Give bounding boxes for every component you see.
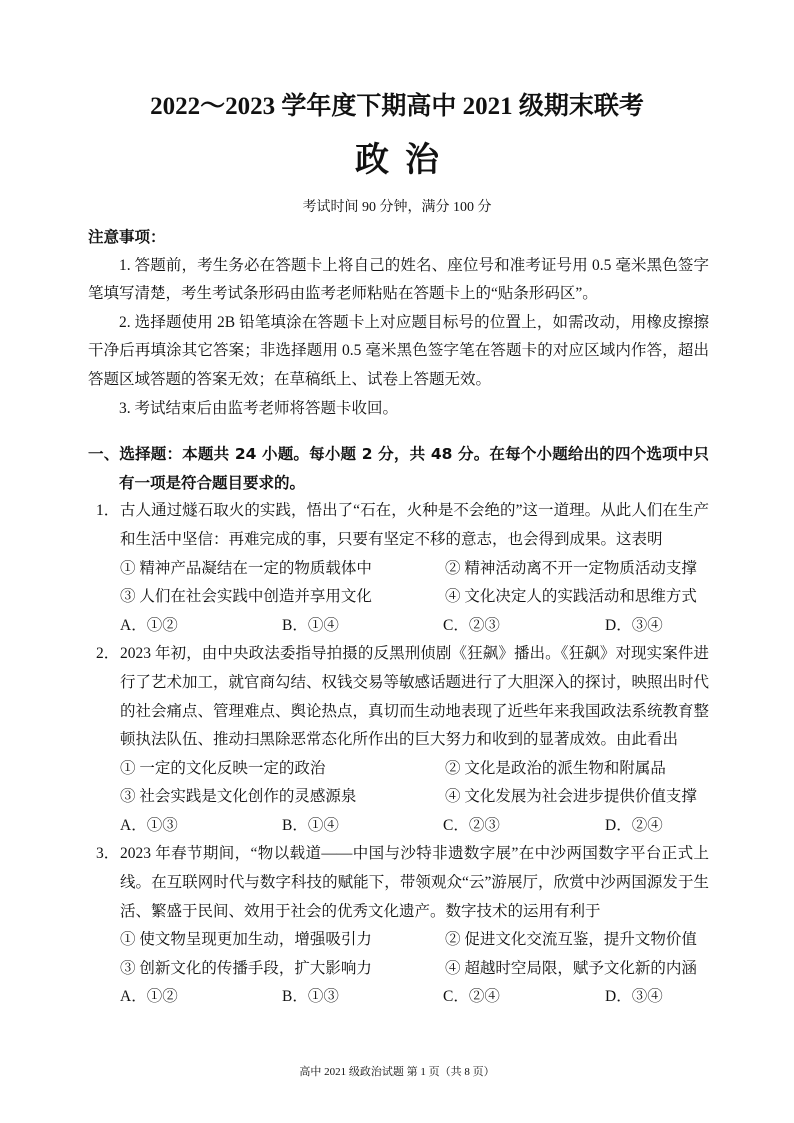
exam-meta: 考试时间 90 分钟，满分 100 分 (302, 200, 492, 215)
option: ① 精神产品凝结在一定的物质载体中 (120, 559, 372, 577)
answer-choice: A．①② (120, 616, 178, 634)
question-number: 2． (96, 645, 120, 663)
notice (88, 223, 709, 423)
option: ① 一定的文化反映一定的政治 (120, 759, 326, 777)
answer-choice: C．②③ (443, 616, 500, 634)
question-2 (88, 640, 709, 840)
page-footer: 高中 2021 级政治试题 第 1 页（共 8 页） (299, 1066, 495, 1078)
answer-choices (120, 812, 709, 841)
option: ③ 社会实践是文化创作的灵感源泉 (120, 788, 357, 806)
question-3 (88, 840, 709, 1012)
answer-choice: C．②④ (443, 988, 500, 1006)
answer-choices (120, 612, 709, 641)
answer-choice: D．②④ (605, 816, 663, 834)
question-number: 3． (96, 845, 120, 863)
answer-choice: B．①④ (282, 816, 339, 834)
option: ② 文化是政治的派生物和附属品 (445, 759, 666, 777)
notice-item: 1. 答题前，考生务必在答题卡上将自己的姓名、座位号和准考证号用 0.5 毫米黑色签字笔填写清楚，考生考试条形码由监考老师粘贴在答题卡上的“贴条形码区”。 (88, 256, 709, 303)
answer-choice: B．①④ (282, 616, 339, 634)
answer-choice: B．①③ (282, 988, 339, 1006)
section-heading: 一、选择题：本题共 24 小题。每小题 2 分，共 48 分。在每个小题给出的四个选项中只有一项是符合题目要求的。 (88, 445, 709, 492)
answer-choice: D．③④ (605, 616, 663, 634)
option: ② 促进文化交流互鉴，提升文物价值 (445, 931, 697, 949)
option: ③ 创新文化的传播手段，扩大影响力 (120, 959, 372, 977)
option: ④ 文化决定人的实践活动和思维方式 (445, 588, 697, 606)
subject-title: 政治 (355, 142, 455, 179)
option: ④ 超越时空局限，赋予文化新的内涵 (445, 959, 697, 977)
question-stem: 2023 年春节期间，“物以载道——中国与沙特非遗数字展”在中沙两国数字平台正式上线。在互联网时代与数字科技的赋能下，带领观众“云”游展厅，欣赏中沙两国源发于生活、繁盛于民间、效用于社会的优秀文化遗产。数字技术的运用有利于 (120, 845, 709, 920)
answer-choices (120, 983, 709, 1012)
question-1 (88, 497, 709, 640)
option: ③ 人们在社会实践中创造并享用文化 (120, 588, 372, 606)
question-stem: 古人通过燧石取火的实践，悟出了“石在，火种是不会绝的”这一道理。从此人们在生产和生活中坚信：再难完成的事，只要有坚定不移的意志，也会得到成果。这表明 (120, 502, 709, 548)
notice-item: 2. 选择题使用 2B 铅笔填涂在答题卡上对应题目标号的位置上，如需改动，用橡皮擦擦干净后再填涂其它答案；非选择题用 0.5 毫米黑色签字笔在答题卡的对应区域内作答，超出答题区域答题的答案无效；在草稿纸上、试卷上答题无效。 (88, 313, 709, 388)
answer-choice: A．①③ (120, 816, 178, 834)
option: ④ 文化发展为社会进步提供价值支撑 (445, 788, 697, 806)
answer-choice: A．①② (120, 988, 178, 1006)
notice-item: 3. 考试结束后由监考老师将答题卡收回。 (119, 399, 399, 417)
exam-title: 2022～2023 学年度下期高中 2021 级期末联考 (150, 93, 644, 120)
notice-heading: 注意事项： (88, 228, 166, 246)
option: ② 精神活动离不开一定物质活动支撑 (445, 559, 697, 577)
question-stem: 2023 年初，由中央政法委指导拍摄的反黑刑侦剧《狂飙》播出。《狂飙》对现实案件进行了艺术加工，就官商勾结、权钱交易等敏感话题进行了大胆深入的探讨，映照出时代的社会痛点、管理难点、舆论热点，真切而生动地表现了近些年来我国政法系统教育整顿执法队伍、推动扫黑除恶常态化所作出的巨大努力和收到的显著成效。由此看出 (120, 645, 710, 749)
answer-choice: C．②③ (443, 816, 500, 834)
question-options (120, 755, 709, 812)
exam-body (88, 223, 709, 1012)
option: ① 使文物呈现更加生动，增强吸引力 (120, 931, 372, 949)
question-number: 1． (96, 502, 120, 520)
question-options (120, 555, 709, 612)
question-options (120, 926, 709, 983)
answer-choice: D．③④ (605, 988, 663, 1006)
